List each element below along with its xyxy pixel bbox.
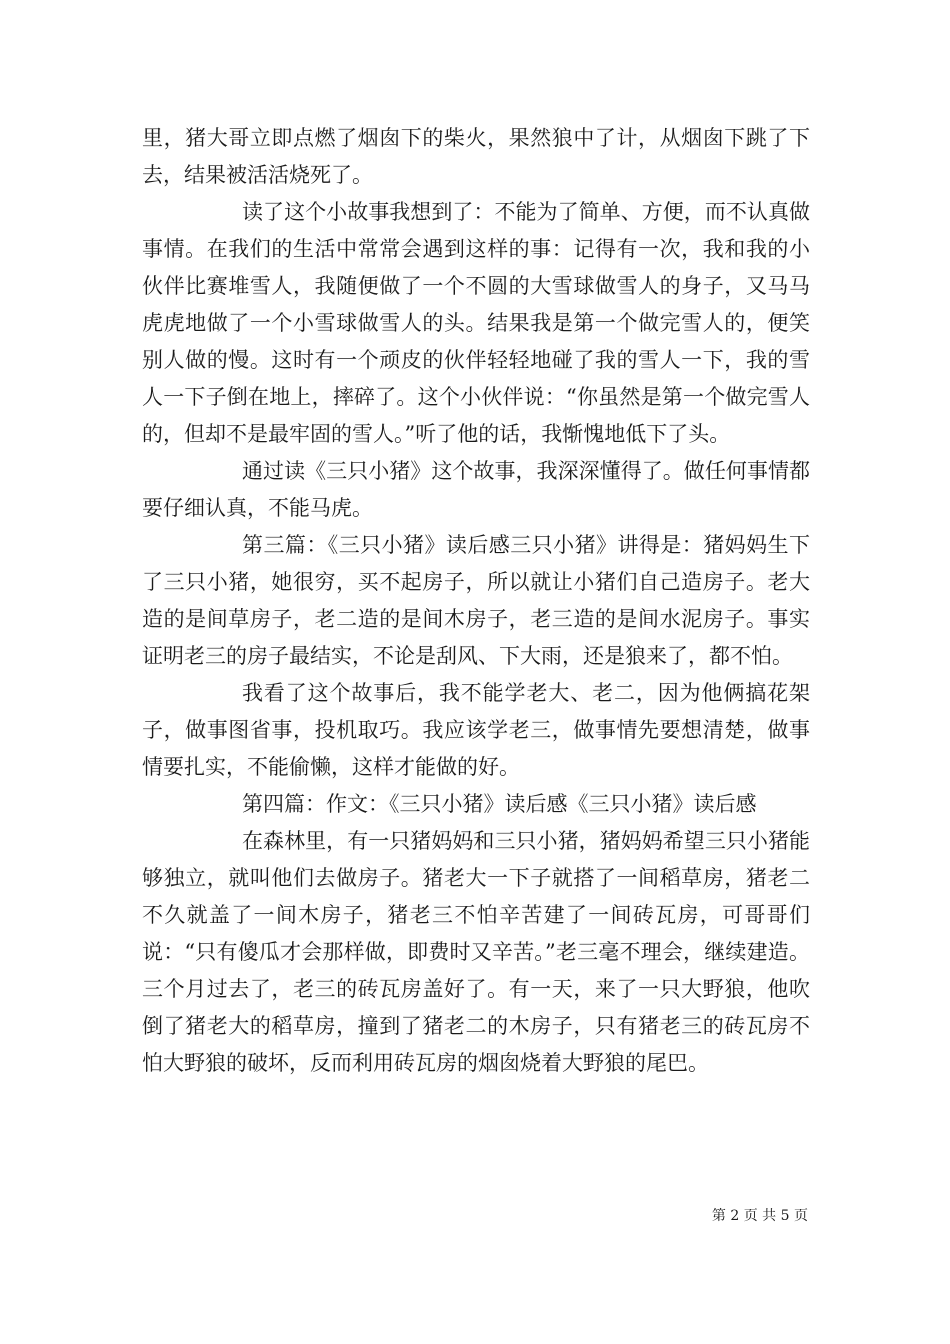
paragraph-continuation: 里，猪大哥立即点燃了烟囱下的柴火，果然狼中了计，从烟囱下跳了下去，结果被活活烧死了。 (142, 126, 810, 187)
paragraph-part-three-reflection: 我看了这个故事后，我不能学老大、老二，因为他俩搞花架子，做事图省事，投机取巧。我应该学老三，做事情先要想清楚，做事情要扎实，不能偷懒，这样才能做的好。 (142, 681, 810, 779)
paragraph-reflection: 读了这个小故事我想到了：不能为了简单、方便，而不认真做事情。在我们的生活中常常会遇到这样的事：记得有一次，我和我的小伙伴比赛堆雪人，我随便做了一个不圆的大雪球做雪人的身子，又马马虎虎地做了一个小雪球做雪人的头。结果我是第一个做完雪人的，便笑别人做的慢。这时有一个顽皮的伙伴轻轻地碰了我的雪人一下，我的雪人一下子倒在地上，摔碎了。这个小伙伴说：“你虽然是第一个做完雪人的，但却不是最牢固的雪人。”听了他的话，我惭愧地低下了头。 (142, 200, 810, 446)
section-heading-part-four: 第四篇：作文：《三只小猪》读后感《三只小猪》读后感 (242, 792, 757, 816)
paragraph-part-three: 第三篇：《三只小猪》读后感三只小猪》讲得是：猪妈妈生下了三只小猪，她很穷，买不起房子，所以就让小猪们自己造房子。老大造的是间草房子，老二造的是间木房子，老三造的是间水泥房子。事实证明老三的房子最结实，不论是刮风、下大雨，还是狼来了，都不怕。 (142, 533, 810, 668)
document-body (142, 120, 810, 1082)
paragraph-part-four-story: 在森林里，有一只猪妈妈和三只小猪，猪妈妈希望三只小猪能够独立，就叫他们去做房子。猪老大一下子就搭了一间稻草房，猪老二不久就盖了一间木房子，猪老三不怕辛苦建了一间砖瓦房，可哥哥们说：“只有傻瓜才会那样做，即费时又辛苦。”老三毫不理会，继续建造。三个月过去了，老三的砖瓦房盖好了。有一天，来了一只大野狼，他吹倒了猪老大的稻草房，撞到了猪老二的木房子，只有猪老三的砖瓦房不怕大野狼的破坏，反而利用砖瓦房的烟囱烧着大野狼的尾巴。 (142, 829, 810, 1075)
page-number-footer: 第 2 页 共 5 页 (711, 1208, 808, 1224)
paragraph-lesson: 通过读《三只小猪》这个故事，我深深懂得了。做任何事情都要仔细认真，不能马虎。 (142, 459, 810, 520)
